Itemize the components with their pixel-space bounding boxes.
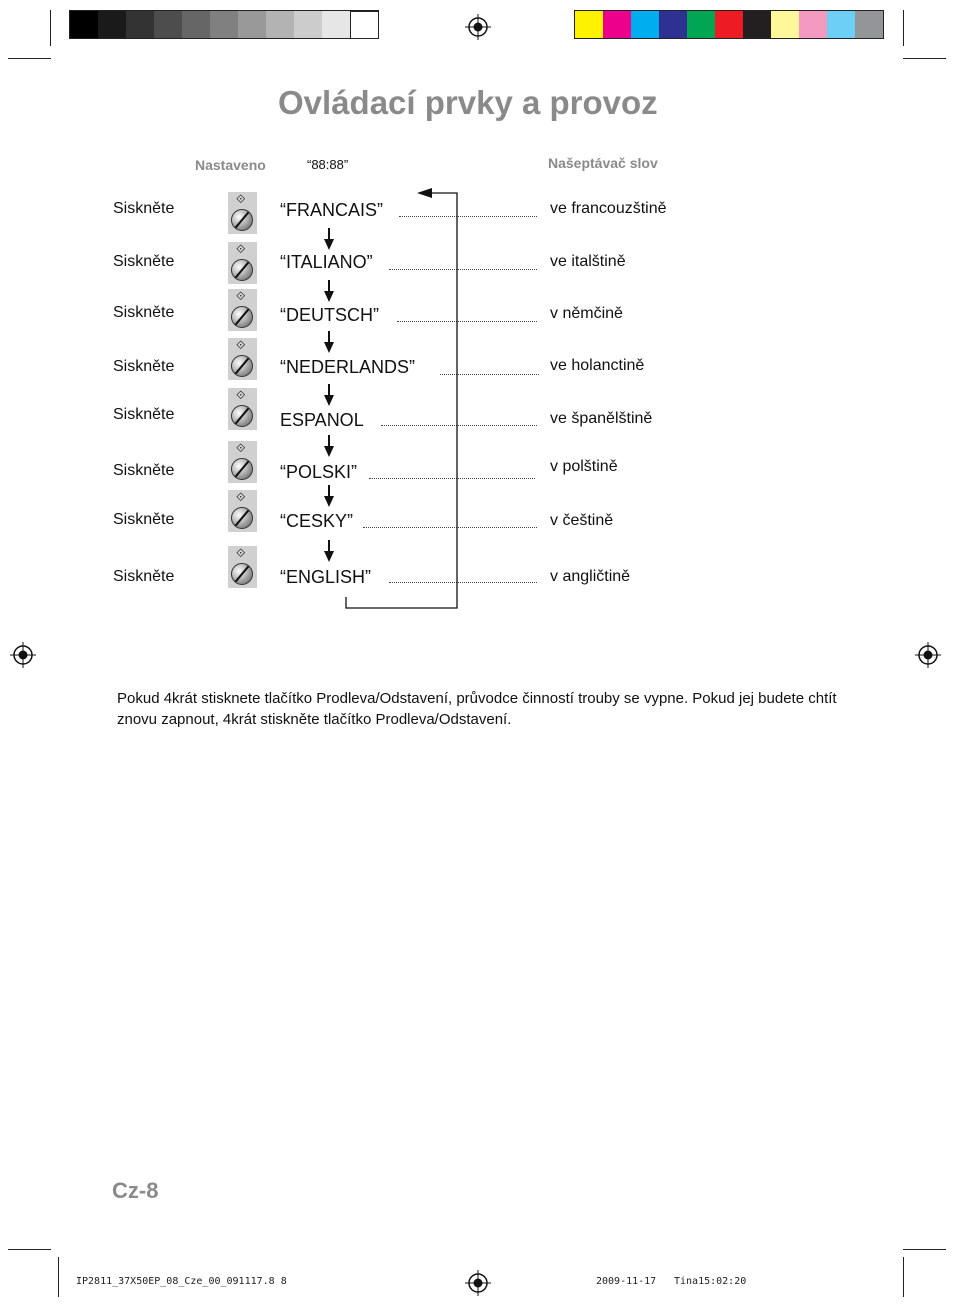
pause-cancel-button — [228, 338, 257, 380]
crop-mark — [903, 1249, 946, 1250]
knob-icon — [231, 306, 253, 328]
translation-label: v němčině — [550, 305, 623, 322]
header-nastaveno: Nastaveno — [195, 157, 266, 173]
translation-label: v češtině — [550, 512, 614, 529]
down-arrow-icon — [324, 331, 334, 353]
language-label: “ITALIANO” — [280, 252, 373, 272]
knob-icon — [231, 507, 253, 529]
knob-icon — [231, 355, 253, 377]
pause-icon: ⟐ — [236, 388, 246, 402]
row-action-label: Siskněte — [113, 304, 175, 321]
knob-icon — [231, 458, 253, 480]
translation-label: ve italštině — [550, 253, 626, 270]
crop-mark — [903, 58, 946, 59]
registration-mark-icon — [465, 1270, 491, 1296]
pause-icon: ⟐ — [236, 441, 246, 455]
registration-mark-icon — [915, 642, 941, 668]
page-number: Cz-8 — [112, 1178, 159, 1203]
pause-icon: ⟐ — [236, 289, 246, 303]
translation-label: ve holanctině — [550, 357, 645, 374]
row-action-label: Siskněte — [113, 358, 175, 375]
crop-mark — [903, 10, 904, 46]
row-action-label: Siskněte — [113, 462, 175, 479]
language-label: “NEDERLANDS” — [280, 357, 416, 377]
pause-cancel-button — [228, 490, 257, 532]
footer-time: Tina15:02:20 — [674, 1276, 747, 1287]
language-label: “ENGLISH” — [280, 567, 372, 587]
pause-icon: ⟐ — [236, 490, 246, 504]
down-arrow-icon — [324, 280, 334, 302]
pause-icon: ⟐ — [236, 546, 246, 560]
translation-label: v angličtině — [550, 568, 631, 585]
row-action-label: Siskněte — [113, 406, 175, 423]
crop-mark — [50, 10, 51, 46]
pause-cancel-button — [228, 242, 257, 284]
down-arrow-icon — [324, 540, 334, 562]
header-display: “88:88” — [307, 157, 349, 172]
crop-mark — [58, 1257, 59, 1297]
translation-label: ve francouzštině — [550, 200, 667, 217]
pause-cancel-button — [228, 441, 257, 483]
translation-label: ve španělštině — [550, 410, 653, 427]
pause-cancel-button — [228, 289, 257, 331]
crop-mark — [8, 58, 51, 59]
language-label: “DEUTSCH” — [280, 305, 379, 325]
footer-date: 2009-11-17 — [596, 1276, 657, 1287]
pause-icon: ⟐ — [236, 192, 246, 206]
loop-back-arrow-icon — [340, 185, 465, 615]
page-title: Ovládací prvky a provoz — [278, 84, 658, 121]
footer-file: IP2811_37X50EP_08_Cze_00_091117.8 8 — [76, 1276, 287, 1287]
color-bar-frame — [574, 10, 884, 39]
translation-label: v polštině — [550, 458, 618, 475]
registration-mark-icon — [465, 14, 491, 40]
pause-cancel-button — [228, 388, 257, 430]
down-arrow-icon — [324, 435, 334, 457]
row-action-label: Siskněte — [113, 200, 175, 217]
language-label: “FRANCAIS” — [280, 200, 383, 220]
knob-icon — [231, 259, 253, 281]
header-hint: Našeptávač slov — [548, 155, 658, 171]
down-arrow-icon — [324, 228, 334, 250]
language-label: ESPANOL — [280, 410, 364, 430]
knob-icon — [231, 405, 253, 427]
pause-cancel-button — [228, 192, 257, 234]
row-action-label: Siskněte — [113, 511, 175, 528]
row-action-label: Siskněte — [113, 253, 175, 270]
down-arrow-icon — [324, 485, 334, 507]
pause-icon: ⟐ — [236, 242, 246, 256]
knob-icon — [231, 563, 253, 585]
crop-mark — [8, 1249, 51, 1250]
note-paragraph: Pokud 4krát stisknete tlačítko Prodleva/Odstavení, průvodce činností trouby se vypne. Pokud jej budete chtít znovu zapnout, 4krát stiskněte tlačítko Prodleva/Odstavení. — [117, 690, 837, 728]
pause-cancel-button — [228, 546, 257, 588]
knob-icon — [231, 209, 253, 231]
registration-mark-icon — [10, 642, 36, 668]
language-label: “POLSKI” — [280, 462, 358, 482]
language-label: “CESKY” — [280, 511, 354, 531]
crop-mark — [903, 1257, 904, 1297]
row-action-label: Siskněte — [113, 568, 175, 585]
pause-icon: ⟐ — [236, 338, 246, 352]
down-arrow-icon — [324, 384, 334, 406]
gray-bar-frame — [69, 10, 379, 39]
